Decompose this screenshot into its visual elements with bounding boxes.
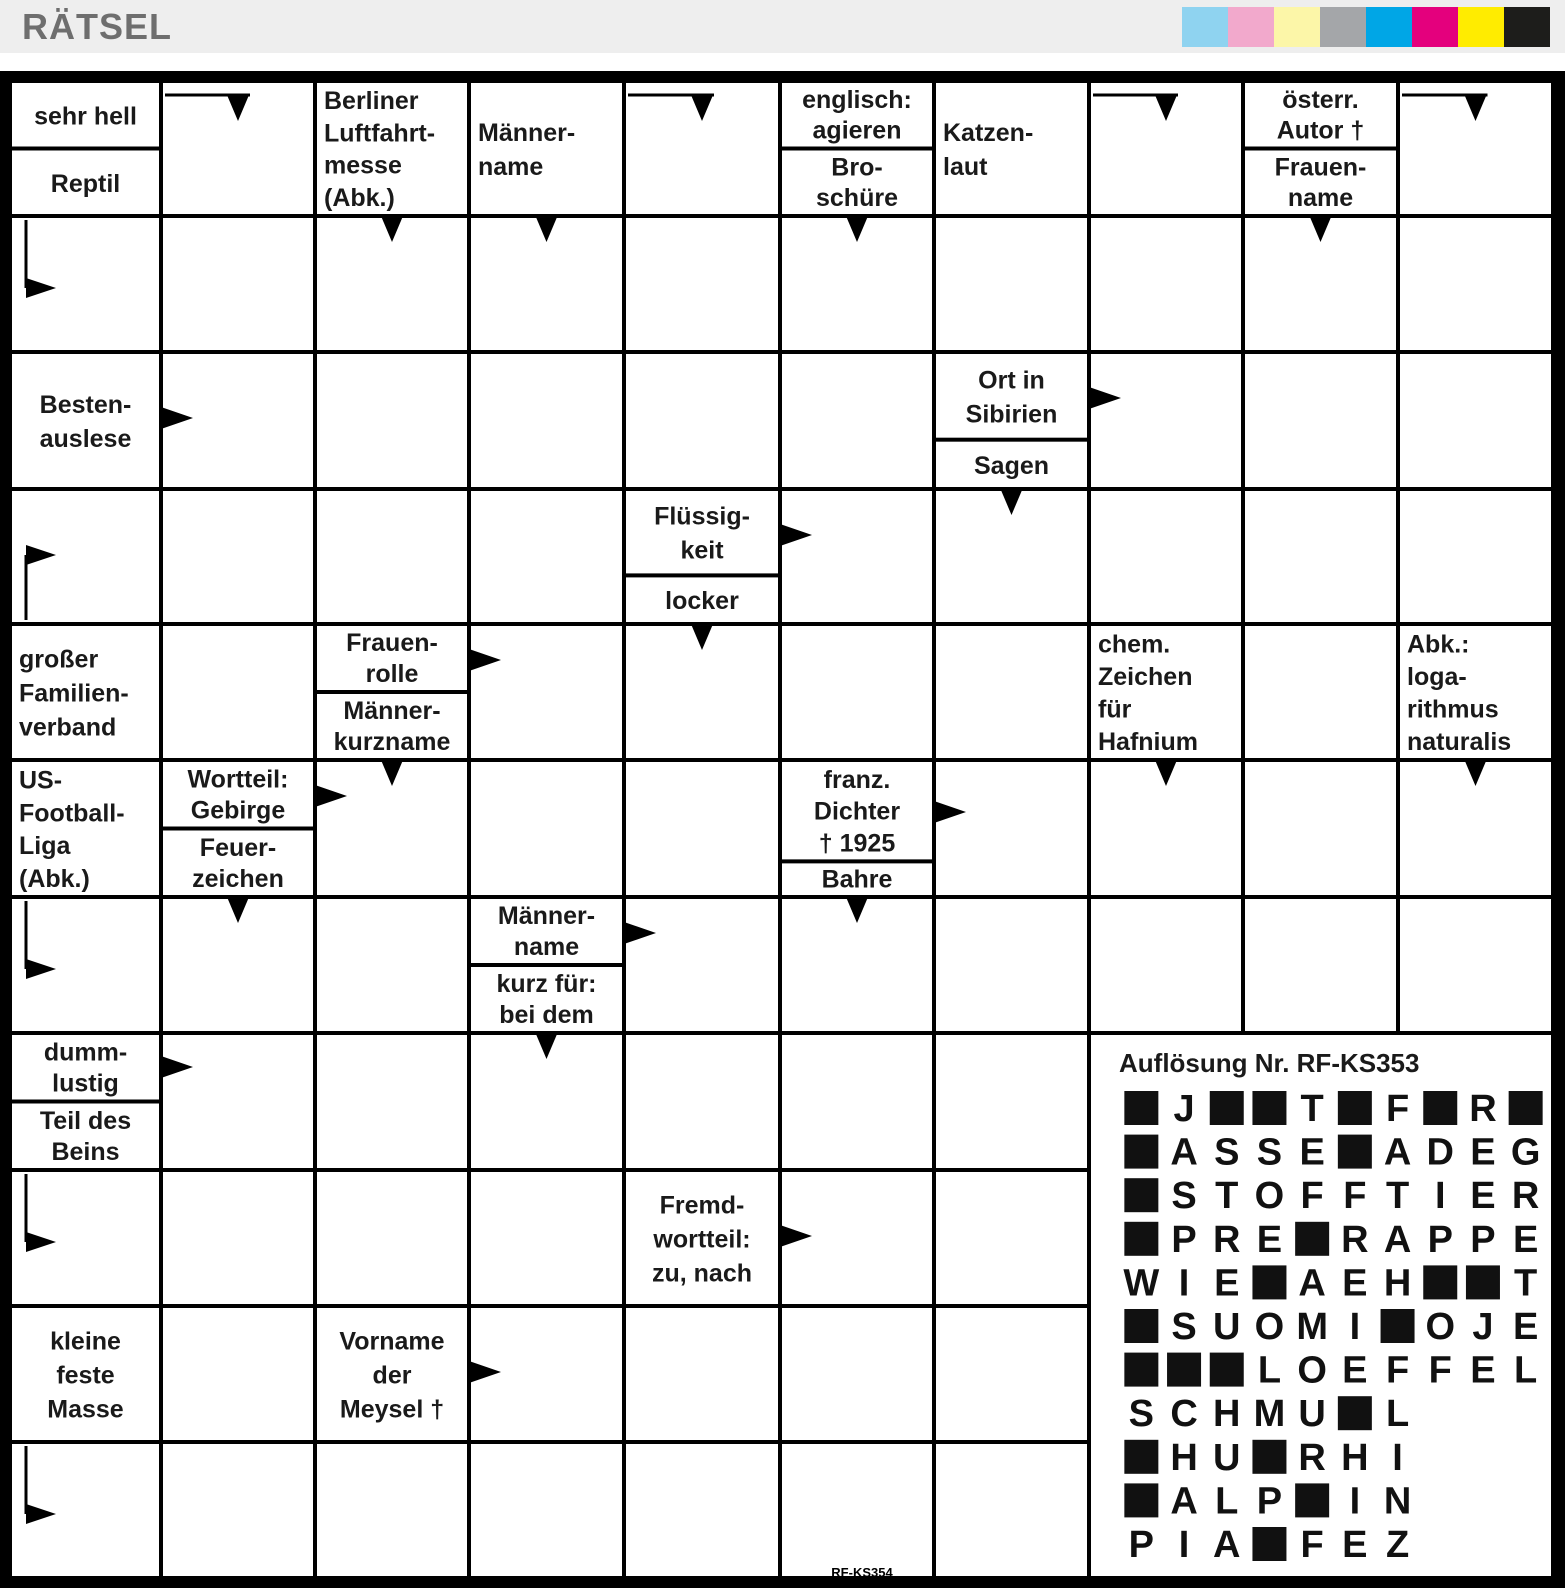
solution-block xyxy=(1423,1265,1457,1299)
solution-letter: P xyxy=(1256,1480,1283,1523)
grid-cell[interactable] xyxy=(1245,762,1396,895)
solution-block xyxy=(1295,1222,1329,1256)
clue-text: Hafnium xyxy=(1098,727,1198,756)
solution-block xyxy=(1167,1353,1201,1387)
clue-text: messe xyxy=(324,151,402,180)
clue-text: franz. xyxy=(823,765,891,794)
clue-text: Wortteil: xyxy=(187,765,289,794)
solution-block xyxy=(1210,1353,1244,1387)
solution-letter: E xyxy=(1342,1524,1368,1566)
grid-cell[interactable] xyxy=(1091,218,1241,350)
clue-c29 xyxy=(652,1192,752,1288)
solution-letter: O xyxy=(1254,1175,1285,1218)
grid-cell[interactable] xyxy=(1091,899,1241,1031)
color-swatch xyxy=(1228,7,1274,47)
solution-letter: U xyxy=(1213,1436,1241,1479)
solution-block xyxy=(1252,1265,1286,1299)
grid-cell[interactable] xyxy=(163,1308,313,1440)
solution-letter: D xyxy=(1426,1131,1454,1174)
clue-text: Dichter xyxy=(813,797,901,826)
clue-text: österr. xyxy=(1282,85,1359,114)
solution-letter: S xyxy=(1128,1393,1155,1436)
solution-letter: F xyxy=(1300,1524,1324,1566)
solution-letter: I xyxy=(1392,1436,1403,1479)
solution-letter: F xyxy=(1343,1175,1367,1218)
solution-letter: W xyxy=(1123,1262,1160,1305)
solution-letter: P xyxy=(1128,1524,1155,1566)
clue-divider xyxy=(12,1100,159,1104)
clue-text: kurz für: xyxy=(496,970,597,999)
grid-cell[interactable] xyxy=(936,1035,1087,1168)
solution-letter: T xyxy=(1385,1175,1410,1218)
solution-block xyxy=(1124,1483,1158,1517)
grid-cell[interactable] xyxy=(163,218,313,350)
grid-cell[interactable] xyxy=(12,354,159,487)
grid-cell[interactable] xyxy=(317,1172,467,1304)
solution-letter: S xyxy=(1171,1175,1197,1218)
clue-text: englisch: xyxy=(802,85,912,114)
clue-text: Männer- xyxy=(497,902,596,931)
clue-text: name xyxy=(513,933,580,962)
grid-cell[interactable] xyxy=(626,354,778,487)
grid-cell[interactable] xyxy=(626,1308,778,1440)
clue-text: Meysel † xyxy=(339,1395,445,1424)
clue-text: Fremd- xyxy=(659,1191,745,1220)
clue-text: auslese xyxy=(39,425,132,454)
grid-cell[interactable] xyxy=(936,762,1087,895)
solution-letter: A xyxy=(1383,1218,1412,1261)
clue-text: name xyxy=(1287,184,1354,213)
solution-letter: M xyxy=(1253,1393,1286,1436)
clue-text: agieren xyxy=(812,116,902,145)
solution-letter: O xyxy=(1254,1306,1285,1348)
solution-block xyxy=(1252,1527,1286,1561)
solution-letter: A xyxy=(1298,1262,1326,1305)
clue-text: für xyxy=(1098,695,1132,724)
crossword-grid xyxy=(0,70,1565,1588)
grid-cell[interactable] xyxy=(936,1172,1087,1304)
clue-text: Football- xyxy=(19,799,125,828)
clue-divider xyxy=(626,573,778,577)
solution-letter: C xyxy=(1170,1393,1198,1436)
solution-letter: F xyxy=(1385,1349,1410,1392)
solution-letter: J xyxy=(1472,1306,1494,1348)
clue-text: Frauen- xyxy=(1274,153,1367,182)
clue-text: rolle xyxy=(365,660,419,689)
clue-divider xyxy=(782,147,932,151)
clue-text: wortteil: xyxy=(653,1225,751,1254)
clue-text: Feuer- xyxy=(199,833,277,862)
clue-c12 xyxy=(974,452,1049,480)
grid-cell[interactable] xyxy=(936,899,1087,1031)
grid-cell[interactable] xyxy=(626,218,778,350)
clue-text: Katzen- xyxy=(943,119,1034,148)
grid-cell[interactable] xyxy=(1091,491,1241,622)
clue-divider xyxy=(936,438,1087,442)
solution-letter: E xyxy=(1342,1262,1368,1305)
clue-text: Bro- xyxy=(831,153,883,182)
clue-text: Masse xyxy=(47,1395,124,1424)
solution-letter: E xyxy=(1470,1349,1496,1392)
solution-letter: G xyxy=(1510,1131,1541,1174)
grid-cell[interactable] xyxy=(317,899,467,1031)
grid-cell[interactable] xyxy=(782,1308,932,1440)
clue-c24 xyxy=(822,865,893,893)
solution-letter: O xyxy=(1297,1349,1327,1392)
clue-text: (Abk.) xyxy=(324,183,395,212)
solution-letter: L xyxy=(1514,1349,1538,1392)
solution-letter: A xyxy=(1170,1131,1198,1174)
clue-text: chem. xyxy=(1098,630,1171,659)
clue-text: Ort in xyxy=(978,366,1045,395)
solution-block xyxy=(1423,1091,1457,1125)
solution-letter: H xyxy=(1213,1393,1241,1436)
clue-text: Sagen xyxy=(973,451,1050,480)
clue-text: Beins xyxy=(51,1138,120,1167)
solution-letter: L xyxy=(1215,1480,1239,1523)
clue-c23 xyxy=(814,766,900,858)
clue-text: (Abk.) xyxy=(19,864,90,893)
grid-cell[interactable] xyxy=(936,83,1087,214)
solution-letter: E xyxy=(1342,1349,1368,1392)
page-title: RÄTSEL xyxy=(22,6,172,47)
clue-text: † 1925 xyxy=(818,829,896,858)
grid-cell[interactable] xyxy=(626,1035,778,1168)
solution-letter: R xyxy=(1298,1436,1326,1479)
solution-block xyxy=(1124,1353,1158,1387)
solution-letter: P xyxy=(1470,1218,1496,1261)
clue-divider xyxy=(782,859,932,863)
grid-cell[interactable] xyxy=(317,1035,467,1168)
clue-text: verband xyxy=(19,713,117,742)
solution-letter: P xyxy=(1171,1218,1197,1261)
clue-text: Flüssig- xyxy=(654,502,750,531)
grid-cell[interactable] xyxy=(317,354,467,487)
solution-letter: I xyxy=(1349,1306,1361,1348)
solution-letter: H xyxy=(1170,1436,1198,1479)
crossword-puzzle xyxy=(0,70,1565,1588)
color-swatch xyxy=(1366,7,1412,47)
puzzle-code: RF-KS354 xyxy=(831,1565,893,1580)
solution-block xyxy=(1338,1396,1372,1430)
clue-text: der xyxy=(372,1361,412,1390)
solution-block xyxy=(1381,1309,1415,1343)
clue-text: dumm- xyxy=(43,1038,128,1067)
solution-letter: T xyxy=(1215,1175,1239,1218)
solution-letter: U xyxy=(1213,1306,1241,1348)
grid-cell[interactable] xyxy=(1400,491,1551,622)
solution-block xyxy=(1252,1440,1286,1474)
clue-text: Männer- xyxy=(343,697,441,726)
solution-letter: Z xyxy=(1385,1524,1410,1566)
solution-letter: I xyxy=(1349,1480,1361,1523)
clue-text: schüre xyxy=(816,184,898,213)
clue-text: US- xyxy=(19,766,63,795)
solution-letter: T xyxy=(1514,1262,1538,1305)
solution-letter: O xyxy=(1425,1306,1456,1348)
solution-letter: P xyxy=(1427,1218,1453,1261)
color-calibration-bar xyxy=(1182,7,1550,47)
clue-text: kurzname xyxy=(333,728,451,757)
arrow-stem xyxy=(25,1446,28,1514)
solution-block xyxy=(1124,1440,1158,1474)
grid-cell[interactable] xyxy=(782,1444,932,1576)
color-swatch xyxy=(1458,7,1504,47)
clue-text: name xyxy=(478,153,544,182)
solution-letter: M xyxy=(1296,1306,1328,1348)
grid-cell[interactable] xyxy=(471,1172,622,1304)
solution-letter: S xyxy=(1256,1131,1283,1174)
grid-cell[interactable] xyxy=(317,491,467,622)
grid-cell[interactable] xyxy=(782,1035,932,1168)
grid-cell[interactable] xyxy=(1245,354,1396,487)
solution-block xyxy=(1338,1091,1372,1125)
grid-cell[interactable] xyxy=(782,626,932,758)
grid-cell[interactable] xyxy=(471,1444,622,1576)
solution-letter: H xyxy=(1341,1436,1369,1479)
solution-letter: J xyxy=(1173,1088,1195,1130)
page-header xyxy=(0,0,1565,53)
clue-text: Liga xyxy=(19,832,71,861)
grid-cell[interactable] xyxy=(1245,899,1396,1031)
solution-block xyxy=(1466,1265,1500,1299)
grid-cell[interactable] xyxy=(1245,626,1396,758)
solution-block xyxy=(1124,1135,1158,1169)
grid-cell[interactable] xyxy=(163,1444,313,1576)
clue-text: naturalis xyxy=(1407,727,1512,756)
clue-divider xyxy=(471,963,622,967)
grid-cell[interactable] xyxy=(626,899,778,1031)
clue-c1 xyxy=(34,102,137,130)
clue-text: Teil des xyxy=(39,1106,132,1135)
clue-text: keit xyxy=(680,536,724,565)
clue-divider xyxy=(12,147,159,151)
solution-letter: A xyxy=(1170,1480,1198,1523)
arrow-stem xyxy=(25,1174,28,1242)
color-swatch xyxy=(1182,7,1228,47)
solution-letter: I xyxy=(1434,1175,1446,1218)
solution-letter: R xyxy=(1469,1088,1497,1130)
solution-letter: R xyxy=(1511,1175,1540,1218)
solution-letter: E xyxy=(1470,1131,1496,1174)
solution-letter: A xyxy=(1213,1524,1241,1566)
clue-text: Bahre xyxy=(821,865,893,894)
clue-c14 xyxy=(665,587,739,615)
grid-cell[interactable] xyxy=(1091,354,1241,487)
clue-text: Frauen- xyxy=(346,629,438,658)
solution-letter: I xyxy=(1178,1262,1190,1305)
clue-text: zu, nach xyxy=(651,1259,753,1288)
clue-text: großer xyxy=(19,645,99,674)
solution-letter: S xyxy=(1171,1306,1197,1348)
solution-letter: S xyxy=(1214,1131,1240,1174)
clue-text: Autor † xyxy=(1276,116,1365,145)
grid-cell[interactable] xyxy=(782,354,932,487)
grid-cell[interactable] xyxy=(163,626,313,758)
clue-text: bei dem xyxy=(499,1001,594,1030)
solution-letter: E xyxy=(1512,1306,1539,1348)
clue-divider xyxy=(317,690,467,694)
grid-cell[interactable] xyxy=(1245,491,1396,622)
clue-text: Berliner xyxy=(324,87,419,116)
solution-letter: T xyxy=(1300,1088,1324,1130)
grid-cell[interactable] xyxy=(936,1308,1087,1440)
clue-text: Reptil xyxy=(50,169,121,198)
solution-block xyxy=(1509,1091,1543,1125)
clue-text: sehr hell xyxy=(34,102,137,131)
arrow-stem xyxy=(25,901,28,969)
clue-text: Zeichen xyxy=(1098,662,1193,691)
clue-text: rithmus xyxy=(1407,695,1499,724)
clue-divider xyxy=(163,827,313,831)
solution-block xyxy=(1338,1135,1372,1169)
grid-cell[interactable] xyxy=(163,491,313,622)
clue-text: laut xyxy=(943,153,988,182)
solution-block xyxy=(1124,1309,1158,1343)
clue-text: Besten- xyxy=(39,391,132,420)
grid-cell[interactable] xyxy=(782,491,932,622)
grid-cell[interactable] xyxy=(471,491,622,622)
grid-cell[interactable] xyxy=(936,626,1087,758)
solution-letter: L xyxy=(1385,1393,1410,1436)
solution-block xyxy=(1252,1091,1286,1125)
clue-text: Gebirge xyxy=(190,796,286,825)
color-swatch xyxy=(1274,7,1320,47)
color-swatch xyxy=(1412,7,1458,47)
clue-text: Männer- xyxy=(478,119,576,148)
grid-cell[interactable] xyxy=(936,1444,1087,1576)
clue-text: Vorname xyxy=(339,1327,445,1356)
solution-letter: F xyxy=(1428,1349,1452,1392)
solution-letter: E xyxy=(1214,1262,1240,1305)
color-swatch xyxy=(1320,7,1366,47)
solution-letter: L xyxy=(1257,1349,1282,1392)
grid-cell[interactable] xyxy=(471,354,622,487)
clue-text: Luftfahrt- xyxy=(324,119,436,148)
arrow-stem xyxy=(25,220,28,288)
clue-text: lustig xyxy=(52,1069,119,1098)
solution-letter: E xyxy=(1256,1218,1283,1261)
grid-cell[interactable] xyxy=(1400,354,1551,487)
clue-text: loga- xyxy=(1407,662,1467,691)
solution-letter: E xyxy=(1512,1218,1539,1261)
solution-row xyxy=(1129,1393,1409,1435)
clue-text: locker xyxy=(665,587,739,616)
clue-divider xyxy=(1245,147,1396,151)
clue-text: Sibirien xyxy=(965,400,1058,429)
solution-letter: A xyxy=(1383,1131,1412,1174)
clue-text: zeichen xyxy=(192,865,284,894)
solution-letter: U xyxy=(1298,1393,1326,1436)
grid-cell[interactable] xyxy=(163,1172,313,1304)
grid-cell[interactable] xyxy=(163,1035,313,1168)
grid-cell[interactable] xyxy=(1400,899,1551,1031)
solution-block xyxy=(1295,1483,1329,1517)
grid-cell[interactable] xyxy=(471,762,622,895)
solution-letter: H xyxy=(1383,1262,1412,1305)
solution-letter: N xyxy=(1383,1480,1412,1523)
solution-letter: E xyxy=(1299,1131,1325,1174)
grid-cell[interactable] xyxy=(626,762,778,895)
clue-text: feste xyxy=(56,1361,115,1390)
solution-letter: E xyxy=(1470,1175,1496,1218)
solution-letter: I xyxy=(1178,1524,1190,1566)
solution-letter: F xyxy=(1385,1088,1410,1130)
solution-block xyxy=(1124,1178,1158,1212)
grid-cell[interactable] xyxy=(936,218,1087,350)
clue-text: Abk.: xyxy=(1407,630,1470,659)
solution-block xyxy=(1124,1222,1158,1256)
grid-cell[interactable] xyxy=(317,1444,467,1576)
grid-cell[interactable] xyxy=(471,626,622,758)
grid-cell[interactable] xyxy=(1400,218,1551,350)
grid-cell[interactable] xyxy=(471,83,622,214)
solution-letter: F xyxy=(1300,1175,1324,1218)
clue-c2 xyxy=(51,170,120,198)
solution-letter: R xyxy=(1341,1218,1369,1261)
grid-cell[interactable] xyxy=(626,1444,778,1576)
solution-block xyxy=(1210,1091,1244,1125)
clue-text: kleine xyxy=(50,1327,121,1356)
solution-block xyxy=(1124,1091,1158,1125)
clue-c30 xyxy=(47,1328,124,1424)
solution-letter: R xyxy=(1213,1218,1241,1261)
color-swatch xyxy=(1504,7,1550,47)
solution-title: Auflösung Nr. RF-KS353 xyxy=(1119,1048,1420,1078)
clue-text: Familien- xyxy=(19,679,129,708)
